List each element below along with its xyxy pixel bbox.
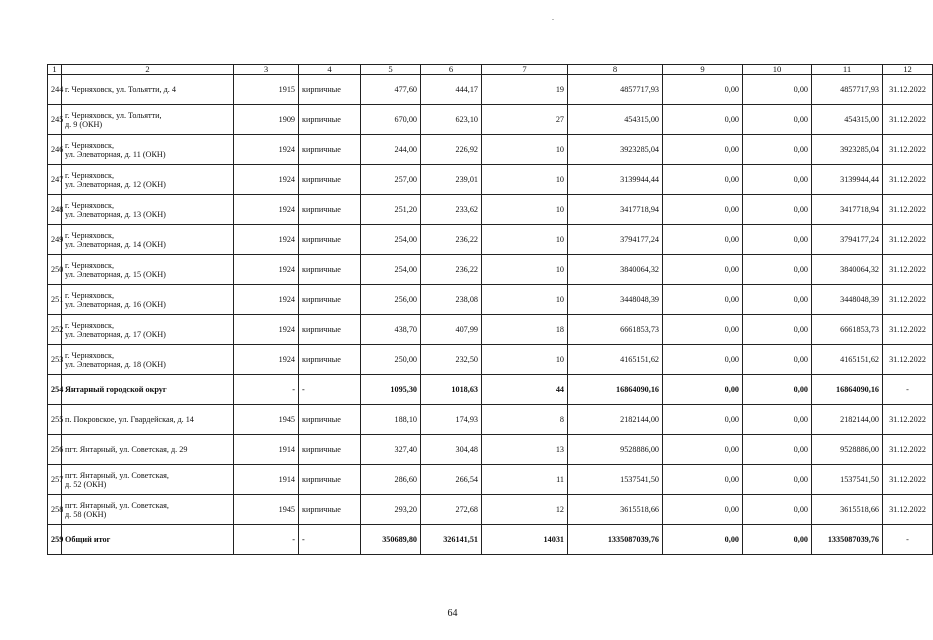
fund-cell: 0,00	[663, 405, 743, 435]
wall-material-cell: кирпичные	[299, 405, 361, 435]
cost-cell: 3615518,66	[568, 495, 663, 525]
address-line-2: д. 58 (ОКН)	[65, 509, 107, 519]
wall-material-cell: кирпичные	[299, 285, 361, 315]
fund-cell: 0,00	[663, 315, 743, 345]
header-row	[48, 65, 933, 75]
fund-cell: 0,00	[663, 105, 743, 135]
total-cost-cell: 4857717,93	[812, 75, 883, 105]
budget-cell: 0,00	[743, 315, 812, 345]
total-cost-cell: 3840064,32	[812, 255, 883, 285]
total-area-cell: 477,60	[361, 75, 421, 105]
living-area-cell: 226,92	[421, 135, 482, 165]
row-number: 245	[48, 105, 62, 135]
budget-cell: 0,00	[743, 495, 812, 525]
total-area-cell: 1095,30	[361, 375, 421, 405]
table-row	[48, 255, 933, 285]
total-cost-cell: 1537541,50	[812, 465, 883, 495]
budget-cell: 0,00	[743, 285, 812, 315]
table-row	[48, 465, 933, 495]
budget-cell: 0,00	[743, 465, 812, 495]
deadline-cell: 31.12.2022	[883, 165, 933, 195]
col-header: 12	[883, 65, 933, 75]
total-area-cell: 251,20	[361, 195, 421, 225]
total-cost-cell: 9528886,00	[812, 435, 883, 465]
residents-cell: 18	[482, 315, 568, 345]
row-number: 253	[48, 345, 62, 375]
year-built-cell: -	[234, 525, 299, 555]
residents-cell: 10	[482, 345, 568, 375]
col-header: 11	[812, 65, 883, 75]
col-header: 1	[48, 65, 62, 75]
total-cost-cell: 3794177,24	[812, 225, 883, 255]
wall-material-cell: кирпичные	[299, 465, 361, 495]
total-area-cell: 670,00	[361, 105, 421, 135]
budget-cell: 0,00	[743, 255, 812, 285]
total-area-cell: 250,00	[361, 345, 421, 375]
deadline-cell: 31.12.2022	[883, 75, 933, 105]
wall-material-cell: кирпичные	[299, 75, 361, 105]
total-area-cell: 438,70	[361, 315, 421, 345]
living-area-cell: 174,93	[421, 405, 482, 435]
address-cell	[62, 375, 234, 405]
address-line-2: ул. Элеваторная, д. 15 (ОКН)	[65, 269, 166, 279]
address-line-1: г. Черняховск,	[65, 170, 115, 180]
col-header: 4	[299, 65, 361, 75]
total-area-cell: 350689,80	[361, 525, 421, 555]
budget-cell: 0,00	[743, 75, 812, 105]
residents-cell: 14031	[482, 525, 568, 555]
residents-cell: 10	[482, 195, 568, 225]
year-built-cell: 1945	[234, 495, 299, 525]
deadline-cell: 31.12.2022	[883, 495, 933, 525]
residents-cell: 10	[482, 255, 568, 285]
budget-cell: 0,00	[743, 525, 812, 555]
wall-material-cell: кирпичные	[299, 255, 361, 285]
col-header: 5	[361, 65, 421, 75]
cost-cell: 3448048,39	[568, 285, 663, 315]
table-row	[48, 435, 933, 465]
year-built-cell: 1909	[234, 105, 299, 135]
table-row	[48, 135, 933, 165]
residents-cell: 44	[482, 375, 568, 405]
deadline-cell: 31.12.2022	[883, 435, 933, 465]
total-area-cell: 293,20	[361, 495, 421, 525]
row-number: 252	[48, 315, 62, 345]
table-row	[48, 405, 933, 435]
row-number: 246	[48, 135, 62, 165]
col-header: 2	[62, 65, 234, 75]
table-row	[48, 375, 933, 405]
fund-cell: 0,00	[663, 75, 743, 105]
living-area-cell: 239,01	[421, 165, 482, 195]
total-area-cell: 254,00	[361, 225, 421, 255]
cost-cell: 1335087039,76	[568, 525, 663, 555]
table-row	[48, 285, 933, 315]
address-line-1: пгт. Янтарный, ул. Советская,	[65, 470, 169, 480]
budget-cell: 0,00	[743, 195, 812, 225]
year-built-cell: 1924	[234, 195, 299, 225]
deadline-cell: 31.12.2022	[883, 255, 933, 285]
address-line-1: г. Черняховск,	[65, 290, 115, 300]
col-header: 10	[743, 65, 812, 75]
year-built-cell: 1924	[234, 255, 299, 285]
address-line-1: г. Черняховск, ул. Тольятти, д. 4	[65, 85, 176, 94]
address-line-1: Янтарный городской округ	[65, 385, 167, 394]
residents-cell: 10	[482, 225, 568, 255]
residents-cell: 11	[482, 465, 568, 495]
deadline-cell: 31.12.2022	[883, 345, 933, 375]
address-cell	[62, 195, 234, 225]
row-number: 244	[48, 75, 62, 105]
table-body	[48, 75, 933, 555]
address-line-1: Общий итог	[65, 535, 111, 544]
row-number: 251	[48, 285, 62, 315]
residents-cell: 12	[482, 495, 568, 525]
address-line-1: п. Покровское, ул. Гвардейская, д. 14	[65, 415, 194, 424]
year-built-cell: 1945	[234, 405, 299, 435]
total-cost-cell: 4165151,62	[812, 345, 883, 375]
year-built-cell: 1924	[234, 165, 299, 195]
address-cell	[62, 345, 234, 375]
col-header: 7	[482, 65, 568, 75]
address-cell	[62, 315, 234, 345]
address-line-1: г. Черняховск,	[65, 350, 115, 360]
table-row	[48, 495, 933, 525]
residents-cell: 8	[482, 405, 568, 435]
living-area-cell: 304,48	[421, 435, 482, 465]
total-area-cell: 188,10	[361, 405, 421, 435]
address-line-2: ул. Элеваторная, д. 16 (ОКН)	[65, 299, 166, 309]
budget-cell: 0,00	[743, 165, 812, 195]
fund-cell: 0,00	[663, 435, 743, 465]
deadline-cell: 31.12.2022	[883, 315, 933, 345]
table-row	[48, 525, 933, 555]
row-number: 255	[48, 405, 62, 435]
row-number: 248	[48, 195, 62, 225]
total-area-cell: 256,00	[361, 285, 421, 315]
fund-cell: 0,00	[663, 165, 743, 195]
address-cell	[62, 225, 234, 255]
row-number: 249	[48, 225, 62, 255]
wall-material-cell: кирпичные	[299, 435, 361, 465]
table-row	[48, 75, 933, 105]
wall-material-cell: кирпичные	[299, 345, 361, 375]
fund-cell: 0,00	[663, 375, 743, 405]
table-row	[48, 225, 933, 255]
wall-material-cell: кирпичные	[299, 165, 361, 195]
year-built-cell: 1924	[234, 225, 299, 255]
address-cell	[62, 75, 234, 105]
living-area-cell: 238,08	[421, 285, 482, 315]
address-cell	[62, 255, 234, 285]
address-cell	[62, 435, 234, 465]
living-area-cell: 623,10	[421, 105, 482, 135]
address-cell	[62, 105, 234, 135]
year-built-cell: 1914	[234, 465, 299, 495]
deadline-cell: 31.12.2022	[883, 195, 933, 225]
col-header: 8	[568, 65, 663, 75]
cost-cell: 6661853,73	[568, 315, 663, 345]
row-number: 250	[48, 255, 62, 285]
living-area-cell: 444,17	[421, 75, 482, 105]
cost-cell: 3840064,32	[568, 255, 663, 285]
table-row	[48, 195, 933, 225]
address-line-1: г. Черняховск,	[65, 200, 115, 210]
cost-cell: 16864090,16	[568, 375, 663, 405]
table-row	[48, 345, 933, 375]
living-area-cell: 236,22	[421, 225, 482, 255]
address-line-1: г. Черняховск, ул. Тольятти,	[65, 110, 162, 120]
budget-cell: 0,00	[743, 405, 812, 435]
living-area-cell: 233,62	[421, 195, 482, 225]
fund-cell: 0,00	[663, 255, 743, 285]
total-cost-cell: 3448048,39	[812, 285, 883, 315]
row-number: 247	[48, 165, 62, 195]
table-row	[48, 165, 933, 195]
address-line-2: ул. Элеваторная, д. 12 (ОКН)	[65, 179, 166, 189]
col-header: 6	[421, 65, 482, 75]
total-area-cell: 244,00	[361, 135, 421, 165]
total-cost-cell: 1335087039,76	[812, 525, 883, 555]
col-header: 9	[663, 65, 743, 75]
total-area-cell: 327,40	[361, 435, 421, 465]
residents-cell: 10	[482, 135, 568, 165]
wall-material-cell: кирпичные	[299, 105, 361, 135]
address-cell	[62, 495, 234, 525]
fund-cell: 0,00	[663, 345, 743, 375]
living-area-cell: 266,54	[421, 465, 482, 495]
fund-cell: 0,00	[663, 195, 743, 225]
total-cost-cell: 3139944,44	[812, 165, 883, 195]
deadline-cell: 31.12.2022	[883, 285, 933, 315]
address-line-1: г. Черняховск,	[65, 230, 115, 240]
total-area-cell: 257,00	[361, 165, 421, 195]
cost-cell: 4857717,93	[568, 75, 663, 105]
fund-cell: 0,00	[663, 465, 743, 495]
scan-speck	[552, 19, 554, 20]
cost-cell: 454315,00	[568, 105, 663, 135]
address-cell	[62, 135, 234, 165]
cost-cell: 3923285,04	[568, 135, 663, 165]
budget-cell: 0,00	[743, 345, 812, 375]
deadline-cell: -	[883, 375, 933, 405]
address-cell	[62, 405, 234, 435]
cost-cell: 9528886,00	[568, 435, 663, 465]
living-area-cell: 1018,63	[421, 375, 482, 405]
total-cost-cell: 454315,00	[812, 105, 883, 135]
year-built-cell: 1914	[234, 435, 299, 465]
cost-cell: 4165151,62	[568, 345, 663, 375]
address-line-2: ул. Элеваторная, д. 11 (ОКН)	[65, 149, 166, 159]
address-line-2: д. 9 (ОКН)	[65, 119, 103, 129]
residents-cell: 10	[482, 285, 568, 315]
living-area-cell: 407,99	[421, 315, 482, 345]
budget-cell: 0,00	[743, 435, 812, 465]
total-cost-cell: 3615518,66	[812, 495, 883, 525]
row-number: 258	[48, 495, 62, 525]
budget-cell: 0,00	[743, 105, 812, 135]
table-row	[48, 105, 933, 135]
living-area-cell: 272,68	[421, 495, 482, 525]
deadline-cell: 31.12.2022	[883, 405, 933, 435]
budget-cell: 0,00	[743, 225, 812, 255]
table-row	[48, 315, 933, 345]
deadline-cell: -	[883, 525, 933, 555]
year-built-cell: 1924	[234, 345, 299, 375]
fund-cell: 0,00	[663, 135, 743, 165]
deadline-cell: 31.12.2022	[883, 225, 933, 255]
address-line-2: д. 52 (ОКН)	[65, 479, 107, 489]
row-number: 259	[48, 525, 62, 555]
wall-material-cell: -	[299, 375, 361, 405]
residents-cell: 19	[482, 75, 568, 105]
year-built-cell: 1915	[234, 75, 299, 105]
fund-cell: 0,00	[663, 225, 743, 255]
address-line-2: ул. Элеваторная, д. 17 (ОКН)	[65, 329, 166, 339]
year-built-cell: 1924	[234, 135, 299, 165]
row-number: 257	[48, 465, 62, 495]
cost-cell: 3139944,44	[568, 165, 663, 195]
wall-material-cell: кирпичные	[299, 315, 361, 345]
living-area-cell: 232,50	[421, 345, 482, 375]
total-cost-cell: 3417718,94	[812, 195, 883, 225]
fund-cell: 0,00	[663, 525, 743, 555]
address-cell	[62, 165, 234, 195]
address-line-1: пгт. Янтарный, ул. Советская, д. 29	[65, 445, 188, 454]
wall-material-cell: кирпичные	[299, 195, 361, 225]
wall-material-cell: кирпичные	[299, 225, 361, 255]
residents-cell: 10	[482, 165, 568, 195]
address-line-2: ул. Элеваторная, д. 13 (ОКН)	[65, 209, 166, 219]
wall-material-cell: кирпичные	[299, 495, 361, 525]
cost-cell: 1537541,50	[568, 465, 663, 495]
wall-material-cell: -	[299, 525, 361, 555]
cost-cell: 2182144,00	[568, 405, 663, 435]
year-built-cell: 1924	[234, 285, 299, 315]
address-line-1: пгт. Янтарный, ул. Советская,	[65, 500, 169, 510]
budget-cell: 0,00	[743, 135, 812, 165]
year-built-cell: 1924	[234, 315, 299, 345]
residents-cell: 27	[482, 105, 568, 135]
budget-cell: 0,00	[743, 375, 812, 405]
living-area-cell: 326141,51	[421, 525, 482, 555]
col-header: 3	[234, 65, 299, 75]
total-cost-cell: 6661853,73	[812, 315, 883, 345]
residents-cell: 13	[482, 435, 568, 465]
row-number: 256	[48, 435, 62, 465]
address-line-1: г. Черняховск,	[65, 140, 115, 150]
deadline-cell: 31.12.2022	[883, 135, 933, 165]
year-built-cell: -	[234, 375, 299, 405]
fund-cell: 0,00	[663, 285, 743, 315]
total-area-cell: 254,00	[361, 255, 421, 285]
address-line-1: г. Черняховск,	[65, 260, 115, 270]
total-cost-cell: 3923285,04	[812, 135, 883, 165]
deadline-cell: 31.12.2022	[883, 465, 933, 495]
fund-cell: 0,00	[663, 495, 743, 525]
living-area-cell: 236,22	[421, 255, 482, 285]
total-cost-cell: 2182144,00	[812, 405, 883, 435]
cost-cell: 3794177,24	[568, 225, 663, 255]
deadline-cell: 31.12.2022	[883, 105, 933, 135]
row-number: 254	[48, 375, 62, 405]
total-area-cell: 286,60	[361, 465, 421, 495]
address-line-1: г. Черняховск,	[65, 320, 115, 330]
total-cost-cell: 16864090,16	[812, 375, 883, 405]
cost-cell: 3417718,94	[568, 195, 663, 225]
page-number: 64	[447, 608, 458, 619]
address-cell	[62, 525, 234, 555]
address-cell	[62, 285, 234, 315]
address-cell	[62, 465, 234, 495]
wall-material-cell: кирпичные	[299, 135, 361, 165]
address-line-2: ул. Элеваторная, д. 18 (ОКН)	[65, 359, 166, 369]
housing-table	[47, 64, 933, 555]
address-line-2: ул. Элеваторная, д. 14 (ОКН)	[65, 239, 166, 249]
